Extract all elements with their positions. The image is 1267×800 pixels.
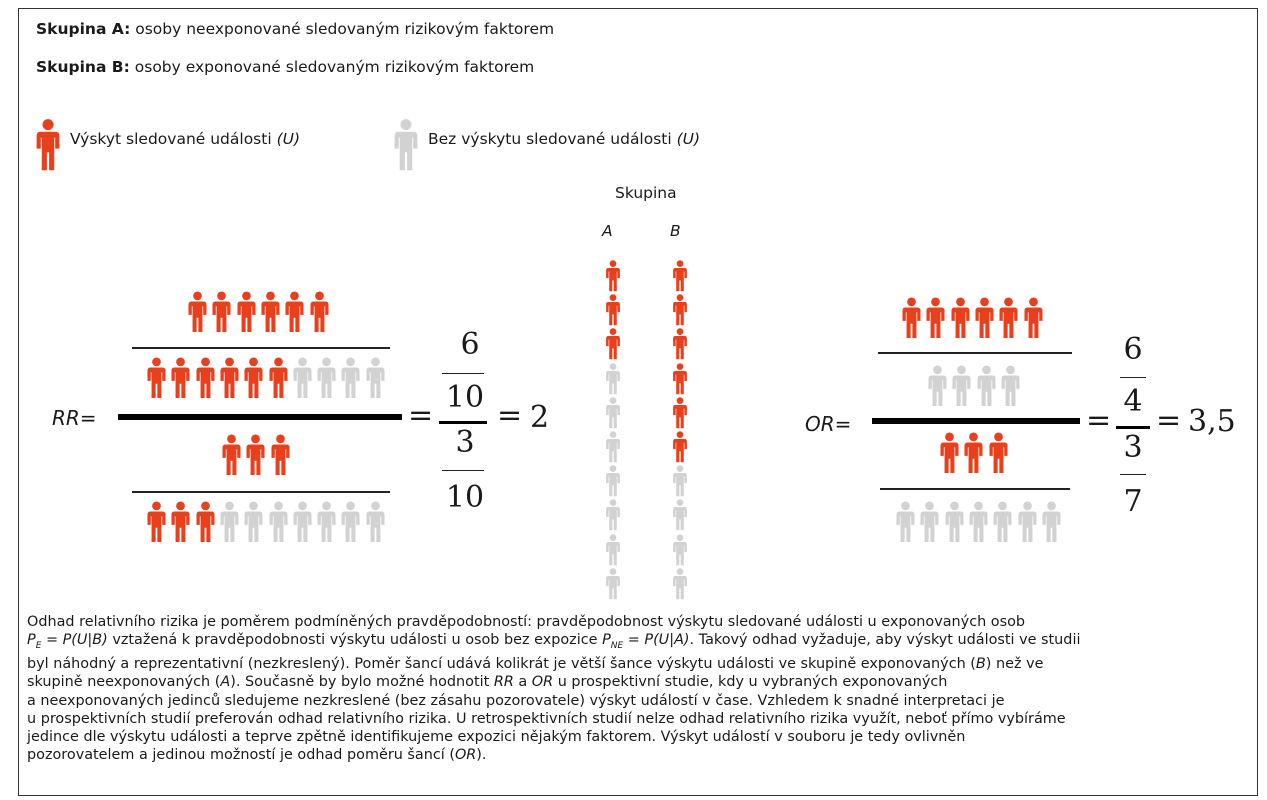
person-event-icon — [926, 296, 945, 340]
person-noevent-icon — [605, 363, 621, 395]
pe-symbol: P — [27, 632, 36, 649]
person-event-icon — [310, 290, 329, 334]
rr-result: 2 — [530, 400, 550, 435]
center-col-b: B — [670, 222, 681, 240]
paragraph-text: jedince dle výskytu události a teprve zpětně identifikujeme expozici nějakým faktorem. Výskyt událostí v souboru je tedy ovlivněn — [27, 729, 966, 746]
person-noevent-icon — [672, 534, 688, 566]
group-b-definition — [36, 58, 534, 76]
rr-num-top: 6 — [460, 327, 480, 362]
pne-symbol: P — [602, 632, 611, 649]
paragraph-text: u prospektivní studie, kdy u vybraných exponovaných — [553, 674, 948, 691]
rr-den-top: 3 — [455, 425, 475, 460]
person-event-icon — [196, 356, 215, 400]
person-noevent-icon — [993, 500, 1012, 544]
person-noevent-icon — [605, 431, 621, 463]
person-event-icon — [147, 356, 166, 400]
pe-formula: = P(U|B) — [41, 632, 108, 649]
person-noevent-icon — [341, 500, 360, 544]
legend-event — [70, 130, 300, 148]
legend-event-text: Výskyt sledované události — [70, 130, 277, 148]
person-red-icon — [36, 118, 62, 172]
paragraph-italic: A — [220, 674, 231, 691]
paragraph-text: a — [513, 674, 532, 691]
person-noevent-icon — [293, 356, 312, 400]
paragraph-text: skupině neexponovaných ( — [27, 674, 221, 691]
person-noevent-icon — [672, 465, 688, 497]
person-event-icon — [605, 328, 621, 360]
person-event-icon — [244, 356, 263, 400]
group-b-label: Skupina B: — [36, 58, 130, 76]
person-noevent-icon — [672, 568, 688, 600]
person-noevent-icon — [672, 499, 688, 531]
rr-num-line — [442, 373, 484, 374]
group-b-column — [672, 260, 698, 610]
group-a-text: osoby neexponované sledovaným rizikovým faktorem — [130, 20, 555, 38]
person-noevent-icon — [605, 568, 621, 600]
person-event-icon — [672, 328, 688, 360]
paragraph-italic: OR — [454, 747, 477, 764]
person-event-icon — [902, 296, 921, 340]
center-title: Skupina — [615, 184, 677, 202]
person-noevent-icon — [366, 500, 385, 544]
person-event-icon — [246, 433, 265, 477]
person-event-icon — [1024, 296, 1043, 340]
person-noevent-icon — [341, 356, 360, 400]
person-noevent-icon — [605, 397, 621, 429]
person-event-icon — [212, 290, 231, 334]
paragraph-text: ). — [476, 747, 487, 764]
person-noevent-icon — [920, 500, 939, 544]
person-noevent-icon — [366, 356, 385, 400]
person-noevent-icon — [317, 500, 336, 544]
person-noevent-icon — [244, 500, 263, 544]
paragraph-line — [27, 728, 1242, 746]
person-event-icon — [975, 296, 994, 340]
or-result: 3,5 — [1188, 404, 1236, 439]
or-num-line — [1120, 377, 1146, 378]
or-equals-1: = — [1086, 403, 1112, 438]
group-a-definition — [36, 20, 554, 38]
person-noevent-icon — [317, 356, 336, 400]
paragraph-line — [27, 692, 1242, 710]
paragraph-line — [27, 746, 1242, 764]
person-noevent-icon — [605, 499, 621, 531]
person-event-icon — [951, 296, 970, 340]
person-event-icon — [672, 294, 688, 326]
person-noevent-icon — [952, 364, 971, 408]
or-equals-2: = — [1156, 403, 1182, 438]
or-den-top: 3 — [1123, 430, 1143, 465]
person-noevent-icon — [1001, 364, 1020, 408]
person-event-icon — [285, 290, 304, 334]
paragraph-line — [27, 655, 1242, 673]
rr-label: RR= — [52, 406, 97, 430]
paragraph-italic: B — [975, 656, 986, 673]
paragraph-italic: RR — [493, 674, 514, 691]
person-event-icon — [672, 363, 688, 395]
person-noevent-icon — [605, 465, 621, 497]
paragraph-italic: OR — [531, 674, 554, 691]
person-noevent-icon — [293, 500, 312, 544]
rr-equals-2: = — [497, 398, 523, 433]
person-red-icon — [36, 118, 60, 172]
person-event-icon — [237, 290, 256, 334]
paragraph-line — [27, 613, 1242, 631]
person-event-icon — [989, 431, 1008, 475]
rr-num-bottom: 10 — [445, 380, 485, 415]
rr-numerator-fraction-line — [132, 347, 390, 349]
person-event-icon — [147, 500, 166, 544]
paragraph-line — [27, 673, 1242, 691]
or-big-fraction-line — [1116, 426, 1150, 429]
or-numerator-fraction-line — [878, 352, 1072, 354]
rr-main-fraction-bar — [118, 414, 402, 420]
legend-noevent-u: (U) — [676, 130, 701, 148]
paragraph-text: vztažená k pravděpodobnosti výskytu události u osob bez expozice — [107, 632, 603, 649]
group-a-column — [605, 260, 631, 610]
person-event-icon — [672, 431, 688, 463]
person-event-icon — [605, 294, 621, 326]
rr-den-bottom: 10 — [445, 480, 485, 515]
paragraph-line — [27, 710, 1242, 728]
rr-denominator-fraction-line — [132, 491, 390, 493]
person-event-icon — [188, 290, 207, 334]
or-denominator-fraction-line — [880, 488, 1070, 490]
person-noevent-icon — [605, 534, 621, 566]
person-noevent-icon — [896, 500, 915, 544]
paragraph-text: u prospektivních studií preferován odhad relativního rizika. U retrospektivních studií nelze odhad relativního rizika využít, neboť přímo vybíráme — [27, 710, 1066, 727]
person-event-icon — [271, 433, 290, 477]
paragraph-text: a neexponovaných jedinců sledujeme nezkreslené (bez zásahu pozorovatele) výskyt událostí v čase. Vzhledem k snadné interpretaci je — [27, 692, 1005, 709]
center-col-a: A — [602, 222, 613, 240]
pe-subscript: E — [35, 641, 42, 652]
person-noevent-icon — [945, 500, 964, 544]
pne-subscript: NE — [610, 641, 624, 652]
person-event-icon — [999, 296, 1018, 340]
person-event-icon — [269, 356, 288, 400]
paragraph-line — [27, 631, 1242, 655]
person-event-icon — [605, 260, 621, 292]
person-noevent-icon — [220, 500, 239, 544]
person-event-icon — [261, 290, 280, 334]
rr-big-fraction-line — [439, 421, 487, 424]
person-event-icon — [964, 431, 983, 475]
person-noevent-icon — [928, 364, 947, 408]
paragraph-text: pozorovatelem a jedinou možností je odhad poměru šancí ( — [27, 747, 455, 764]
paragraph-text: . Takový odhad vyžaduje, aby výskyt události ve studii — [689, 632, 1081, 649]
person-noevent-icon — [1042, 500, 1061, 544]
person-event-icon — [672, 397, 688, 429]
paragraph-text: ) než ve — [985, 656, 1044, 673]
or-num-top: 6 — [1123, 332, 1143, 367]
pne-formula: = P(U|A) — [623, 632, 690, 649]
person-event-icon — [171, 356, 190, 400]
rr-den-line — [442, 470, 484, 471]
person-noevent-icon — [269, 500, 288, 544]
person-event-icon — [940, 431, 959, 475]
explanation-paragraph — [27, 613, 1242, 765]
rr-equals-1: = — [408, 398, 434, 433]
or-den-bottom: 7 — [1123, 484, 1143, 519]
or-main-fraction-bar — [872, 418, 1080, 424]
or-num-bottom: 4 — [1123, 384, 1143, 419]
person-gray-icon — [394, 118, 418, 172]
person-event-icon — [220, 356, 239, 400]
paragraph-text: byl náhodný a reprezentativní (nezkreslený). Poměr šancí udává kolikrát je větší šance výskytu události ve skupině exponovaných ( — [27, 656, 976, 673]
person-event-icon — [222, 433, 241, 477]
person-noevent-icon — [1018, 500, 1037, 544]
or-den-line — [1120, 474, 1146, 475]
person-event-icon — [196, 500, 215, 544]
legend-noevent-text: Bez výskytu sledované události — [428, 130, 677, 148]
paragraph-text: ). Současně by bylo možné hodnotit — [230, 674, 494, 691]
group-b-text: osoby exponované sledovaným rizikovým faktorem — [129, 58, 535, 76]
person-event-icon — [171, 500, 190, 544]
person-noevent-icon — [969, 500, 988, 544]
person-noevent-icon — [977, 364, 996, 408]
person-gray-icon — [394, 118, 420, 172]
paragraph-text: Odhad relativního rizika je poměrem podmíněných pravděpodobností: pravděpodobnost výskytu sledované události u exponovaných osob — [27, 614, 1026, 630]
or-label: OR= — [805, 412, 852, 436]
person-event-icon — [672, 260, 688, 292]
legend-event-u: (U) — [276, 130, 301, 148]
legend-noevent — [428, 130, 700, 148]
group-a-label: Skupina A: — [36, 20, 131, 38]
